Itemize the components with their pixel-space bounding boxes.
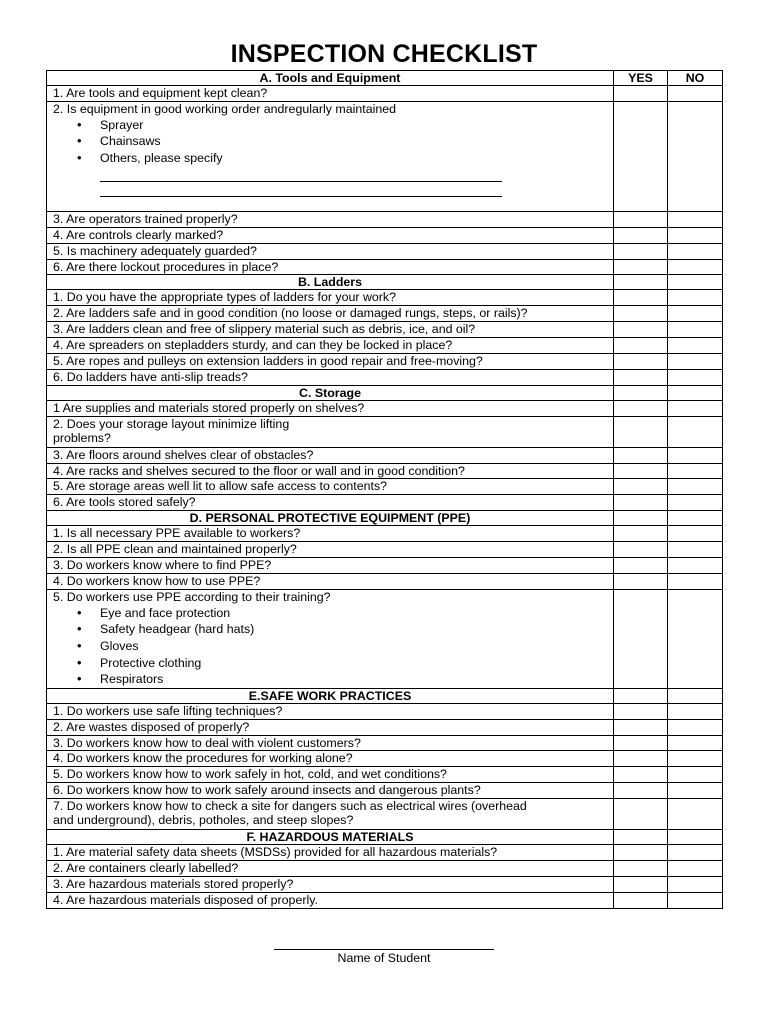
question-a2-cell — [47, 101, 614, 211]
yes-cell[interactable] — [614, 227, 668, 243]
question-c1: 1 Are supplies and materials stored properly on shelves? — [47, 400, 614, 416]
yes-cell[interactable] — [614, 86, 668, 102]
no-cell[interactable] — [668, 400, 723, 416]
question-e4: 4. Do workers know the procedures for working alone? — [47, 751, 614, 767]
checklist-row — [47, 290, 723, 306]
section-d-heading: D. PERSONAL PROTECTIVE EQUIPMENT (PPE) — [47, 511, 614, 526]
question-c3: 3. Are floors around shelves clear of obstacles? — [47, 447, 614, 463]
checklist-row — [47, 876, 723, 892]
checklist-row — [47, 526, 723, 542]
question-c2-cell — [47, 416, 614, 447]
no-cell[interactable] — [668, 369, 723, 385]
question-b2: 2. Are ladders safe and in good condition (no loose or damaged rungs, steps, or rails)? — [47, 306, 614, 322]
yes-cell[interactable] — [614, 322, 668, 338]
checklist-row — [47, 783, 723, 799]
question-d4: 4. Do workers know how to use PPE? — [47, 573, 614, 589]
checklist-row — [47, 495, 723, 511]
no-cell[interactable] — [668, 322, 723, 338]
question-b4: 4. Are spreaders on stepladders sturdy, and can they be locked in place? — [47, 338, 614, 354]
no-cell[interactable] — [668, 290, 723, 306]
yes-cell — [614, 385, 668, 400]
checklist-row — [47, 573, 723, 589]
checklist-row — [47, 338, 723, 354]
question-c6: 6. Are tools stored safely? — [47, 495, 614, 511]
no-cell[interactable] — [668, 751, 723, 767]
yes-cell[interactable] — [614, 573, 668, 589]
no-column-header: NO — [668, 71, 723, 86]
no-cell[interactable] — [668, 558, 723, 574]
checklist-row — [47, 259, 723, 275]
no-cell[interactable] — [668, 861, 723, 877]
checklist-row — [47, 719, 723, 735]
no-cell[interactable] — [668, 243, 723, 259]
checklist-row — [47, 892, 723, 908]
no-cell[interactable] — [668, 338, 723, 354]
question-a1: 1. Are tools and equipment kept clean? — [47, 86, 614, 102]
question-e2: 2. Are wastes disposed of properly? — [47, 719, 614, 735]
ppe-list — [53, 605, 613, 688]
no-cell[interactable] — [668, 306, 723, 322]
no-cell[interactable] — [668, 211, 723, 227]
no-cell[interactable] — [668, 227, 723, 243]
yes-cell[interactable] — [614, 101, 668, 211]
yes-cell[interactable] — [614, 463, 668, 479]
yes-cell[interactable] — [614, 447, 668, 463]
no-cell[interactable] — [668, 783, 723, 799]
section-f-heading: F. HAZARDOUS MATERIALS — [47, 830, 614, 845]
equipment-list — [53, 117, 613, 167]
list-item: • Protective clothing — [100, 655, 613, 672]
no-cell[interactable] — [668, 259, 723, 275]
list-item: • Others, please specify — [100, 150, 613, 167]
yes-cell[interactable] — [614, 495, 668, 511]
yes-cell[interactable] — [614, 479, 668, 495]
yes-cell[interactable] — [614, 751, 668, 767]
checklist-row — [47, 243, 723, 259]
section-header-e — [47, 688, 723, 703]
yes-cell[interactable] — [614, 589, 668, 688]
yes-cell[interactable] — [614, 211, 668, 227]
question-a2: 2. Is equipment in good working order andregularly maintained — [53, 101, 397, 116]
question-d5: 5. Do workers use PPE according to their training? — [53, 589, 331, 604]
yes-cell[interactable] — [614, 306, 668, 322]
no-cell — [668, 385, 723, 400]
question-c2-line2: problems? — [53, 430, 111, 445]
checklist-row — [47, 447, 723, 463]
question-e1: 1. Do workers use safe lifting techniques? — [47, 703, 614, 719]
yes-cell — [614, 830, 668, 845]
question-e6: 6. Do workers know how to work safely around insects and dangerous plants? — [47, 783, 614, 799]
checklist-row — [47, 369, 723, 385]
no-cell[interactable] — [668, 799, 723, 830]
checklist-row — [47, 322, 723, 338]
no-cell[interactable] — [668, 542, 723, 558]
yes-cell[interactable] — [614, 338, 668, 354]
checklist-row — [47, 227, 723, 243]
checklist-row — [47, 751, 723, 767]
question-b6: 6. Do ladders have anti-slip treads? — [47, 369, 614, 385]
checklist-row — [47, 354, 723, 370]
no-cell[interactable] — [668, 495, 723, 511]
question-d3: 3. Do workers know where to find PPE? — [47, 558, 614, 574]
question-e7-line1: 7. Do workers know how to check a site for dangers such as electrical wires (overhead — [53, 799, 527, 814]
checklist-row — [47, 558, 723, 574]
no-cell[interactable] — [668, 479, 723, 495]
no-cell[interactable] — [668, 447, 723, 463]
no-cell[interactable] — [668, 86, 723, 102]
yes-cell[interactable] — [614, 783, 668, 799]
question-e7-cell — [47, 799, 614, 830]
yes-cell[interactable] — [614, 243, 668, 259]
yes-cell[interactable] — [614, 526, 668, 542]
checklist-row — [47, 735, 723, 751]
no-cell[interactable] — [668, 703, 723, 719]
no-cell[interactable] — [668, 719, 723, 735]
question-f3: 3. Are hazardous materials stored properly? — [47, 876, 614, 892]
checklist-row — [47, 211, 723, 227]
checklist-row — [47, 542, 723, 558]
section-header-b — [47, 275, 723, 290]
yes-cell[interactable] — [614, 892, 668, 908]
checklist-row — [47, 767, 723, 783]
checklist-row — [47, 861, 723, 877]
section-a-heading: A. Tools and Equipment — [47, 71, 614, 86]
question-e5: 5. Do workers know how to work safely in hot, cold, and wet conditions? — [47, 767, 614, 783]
yes-cell[interactable] — [614, 719, 668, 735]
yes-cell[interactable] — [614, 735, 668, 751]
yes-cell[interactable] — [614, 703, 668, 719]
no-cell[interactable] — [668, 845, 723, 861]
yes-cell[interactable] — [614, 558, 668, 574]
no-cell — [668, 275, 723, 290]
list-item: • Eye and face protection — [100, 605, 613, 622]
section-b-heading: B. Ladders — [47, 275, 614, 290]
yes-cell[interactable] — [614, 416, 668, 447]
checklist-row — [47, 589, 723, 688]
checklist-row — [47, 101, 723, 211]
no-cell[interactable] — [668, 589, 723, 688]
yes-cell[interactable] — [614, 400, 668, 416]
no-cell — [668, 830, 723, 845]
student-name-label: Name of Student — [337, 951, 431, 965]
specify-blank-line[interactable] — [100, 167, 502, 182]
question-f2: 2. Are containers clearly labelled? — [47, 861, 614, 877]
question-d5-cell — [47, 589, 614, 688]
list-item: • Chainsaws — [100, 133, 613, 150]
yes-cell — [614, 275, 668, 290]
student-name-line[interactable] — [274, 949, 494, 950]
no-cell[interactable] — [668, 526, 723, 542]
checklist-row — [47, 845, 723, 861]
section-header-f — [47, 830, 723, 845]
question-a6: 6. Are there lockout procedures in place? — [47, 259, 614, 275]
question-b3: 3. Are ladders clean and free of slippery material such as debris, ice, and oil? — [47, 322, 614, 338]
checklist-row — [47, 86, 723, 102]
question-a4: 4. Are controls clearly marked? — [47, 227, 614, 243]
question-e3: 3. Do workers know how to deal with violent customers? — [47, 735, 614, 751]
checklist-row — [47, 400, 723, 416]
checklist-row — [47, 306, 723, 322]
checklist-row — [47, 416, 723, 447]
no-cell[interactable] — [668, 892, 723, 908]
list-item: • Gloves — [100, 638, 613, 655]
checklist-row — [47, 463, 723, 479]
yes-column-header: YES — [614, 71, 668, 86]
yes-cell[interactable] — [614, 290, 668, 306]
no-cell[interactable] — [668, 573, 723, 589]
no-cell[interactable] — [668, 463, 723, 479]
section-header-a — [47, 71, 723, 86]
checklist-row — [47, 799, 723, 830]
no-cell — [668, 688, 723, 703]
no-cell[interactable] — [668, 876, 723, 892]
checklist-row — [47, 703, 723, 719]
inspection-checklist-table — [46, 70, 723, 909]
specify-blank-line[interactable] — [100, 182, 502, 197]
question-d2: 2. Is all PPE clean and maintained properly? — [47, 542, 614, 558]
question-a3: 3. Are operators trained properly? — [47, 211, 614, 227]
no-cell[interactable] — [668, 735, 723, 751]
yes-cell[interactable] — [614, 876, 668, 892]
question-e7-line2: and underground), debris, potholes, and steep slopes? — [53, 813, 354, 828]
yes-cell[interactable] — [614, 354, 668, 370]
list-item: • Safety headgear (hard hats) — [100, 621, 613, 638]
question-a5: 5. Is machinery adequately guarded? — [47, 243, 614, 259]
yes-cell[interactable] — [614, 542, 668, 558]
question-c5: 5. Are storage areas well lit to allow safe access to contents? — [47, 479, 614, 495]
yes-cell — [614, 688, 668, 703]
yes-cell — [614, 511, 668, 526]
no-cell[interactable] — [668, 101, 723, 211]
section-header-d — [47, 511, 723, 526]
yes-cell[interactable] — [614, 845, 668, 861]
no-cell — [668, 511, 723, 526]
yes-cell[interactable] — [614, 369, 668, 385]
question-f1: 1. Are material safety data sheets (MSDSs) provided for all hazardous materials? — [47, 845, 614, 861]
list-item: • Sprayer — [100, 117, 613, 134]
list-item: • Respirators — [100, 671, 613, 688]
question-b1: 1. Do you have the appropriate types of ladders for your work? — [47, 290, 614, 306]
checklist-row — [47, 479, 723, 495]
no-cell[interactable] — [668, 416, 723, 447]
question-d1: 1. Is all necessary PPE available to workers? — [47, 526, 614, 542]
no-cell[interactable] — [668, 767, 723, 783]
yes-cell[interactable] — [614, 259, 668, 275]
yes-cell[interactable] — [614, 767, 668, 783]
section-header-c — [47, 385, 723, 400]
no-cell[interactable] — [668, 354, 723, 370]
question-c2-line1: 2. Does your storage layout minimize lifting — [53, 416, 290, 431]
question-f4: 4. Are hazardous materials disposed of properly. — [47, 892, 614, 908]
section-e-heading: E.SAFE WORK PRACTICES — [47, 688, 614, 703]
page-title: INSPECTION CHECKLIST — [230, 40, 538, 68]
yes-cell[interactable] — [614, 799, 668, 830]
question-c4: 4. Are racks and shelves secured to the floor or wall and in good condition? — [47, 463, 614, 479]
section-c-heading: C. Storage — [47, 385, 614, 400]
yes-cell[interactable] — [614, 861, 668, 877]
question-b5: 5. Are ropes and pulleys on extension ladders in good repair and free-moving? — [47, 354, 614, 370]
